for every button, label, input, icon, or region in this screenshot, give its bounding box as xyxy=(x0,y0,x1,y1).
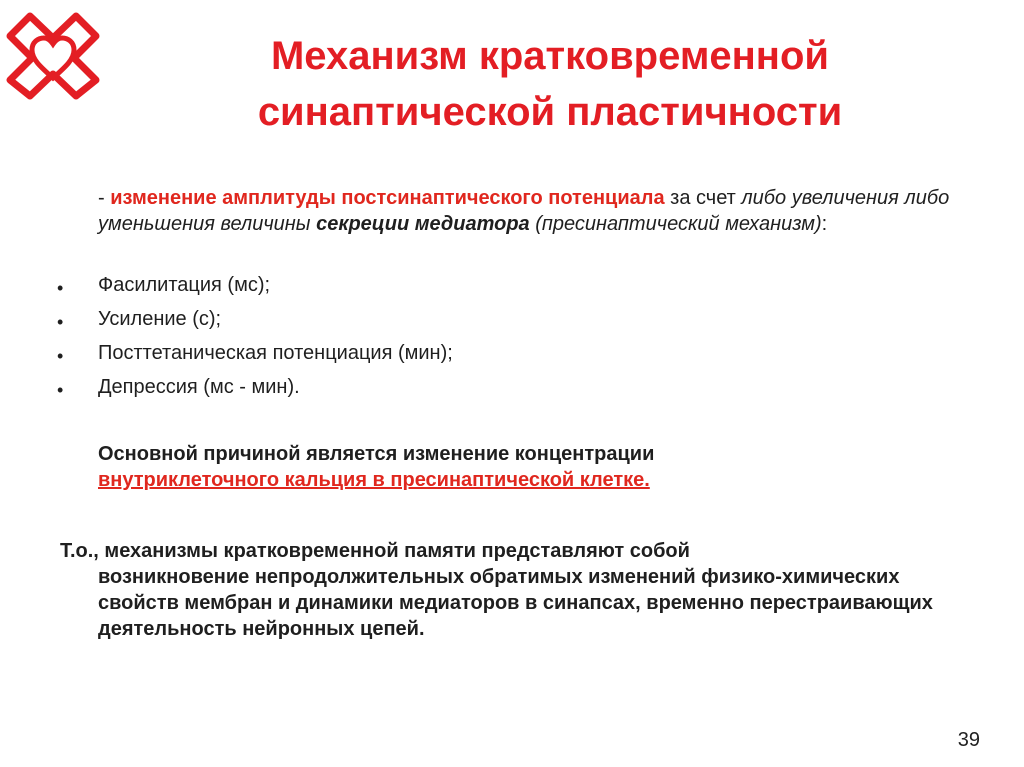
bullet-list xyxy=(0,272,900,408)
bullet-text: Фасилитация (мс); xyxy=(98,274,271,296)
conclusion-line-1: Т.о., механизмы кратковременной памяти представляют собой xyxy=(60,540,690,562)
bullet-text: Усиление (с); xyxy=(98,308,222,330)
bullet-text: Депрессия (мс - мин). xyxy=(98,376,300,398)
title-line-1: Механизм кратковременной xyxy=(270,34,829,78)
bullet-icon: • xyxy=(57,312,64,332)
bullet-icon: • xyxy=(57,346,64,366)
list-item xyxy=(0,340,900,374)
list-item xyxy=(0,306,900,340)
intro-dash: - xyxy=(98,187,111,209)
main-cause-paragraph xyxy=(98,441,978,493)
intro-paragraph xyxy=(98,185,978,237)
conclusion-paragraph xyxy=(60,538,960,642)
cause-text: Основной причиной является изменение концентрации xyxy=(98,443,655,465)
list-item xyxy=(0,272,900,306)
intro-italic-1: либо увеличения либо уменьшения величины xyxy=(98,187,950,235)
bullet-text: Посттетаническая потенциация (мин); xyxy=(98,342,453,364)
slide-title xyxy=(110,28,990,140)
intro-colon: : xyxy=(821,213,828,235)
intro-plain: за счет xyxy=(664,187,742,209)
list-item xyxy=(0,374,900,408)
conclusion-rest: возникновение непродолжительных обратимых изменений физико-химических свойств мембран и динамики медиаторов в синапсах, временно перестраивающих деятельность нейронных цепей. xyxy=(98,566,933,640)
cause-highlight: внутриклеточного кальция в пресинаптической клетке. xyxy=(98,469,650,491)
bullet-icon: • xyxy=(57,380,64,400)
page-number: 39 xyxy=(957,729,980,751)
title-line-2: синаптической пластичности xyxy=(257,90,843,134)
intro-bold-italic: секреции медиатора xyxy=(316,213,530,235)
intro-red-phrase: изменение амплитуды постсинаптического потенциала xyxy=(110,187,665,209)
intro-italic-2: (пресинаптический механизм) xyxy=(529,213,822,235)
heart-knot-logo-icon xyxy=(4,8,102,100)
bullet-icon: • xyxy=(57,278,64,298)
